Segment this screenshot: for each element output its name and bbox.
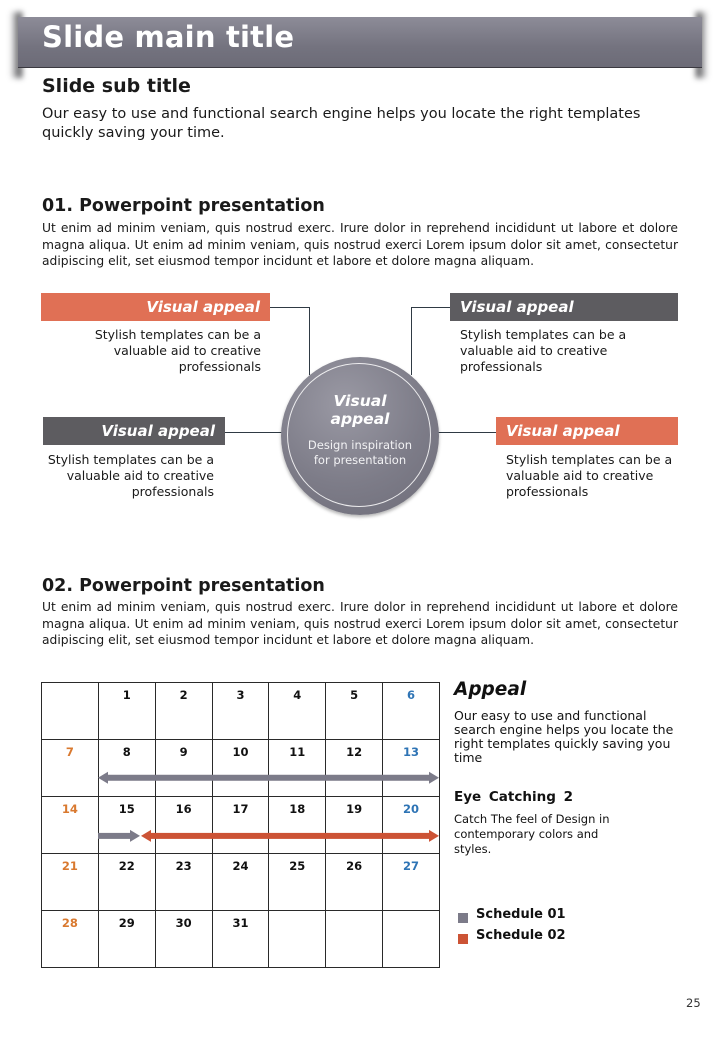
diagram-label-top-right: Visual appeal [450,293,678,321]
section1-body: Ut enim ad minim veniam, quis nostrud exerc. Irure dolor in reprehend incididunt ut labore et dolore magna aliqua. Ut enim ad minim veniam, quis nostrud exerci Lorem ipsum dolor sit amet, consectetur adipiscing elit, set eiusmod tempor incidunt et labore et dolore magna aliquam. [42,221,678,268]
calendar-day: 24 [212,854,269,911]
schedule-01-arrow [98,772,439,784]
side-body: Our easy to use and functional search engine helps you locate the right templates quickly saving you time [454,708,674,765]
legend-swatch-schedule-02 [458,934,468,944]
intro-text: Our easy to use and functional search engine helps you locate the right templates quickly saving your time. [42,106,641,141]
legend-label-schedule-02: Schedule 02 [476,928,566,943]
calendar-day: 6 [383,683,440,740]
diagram-text-bottom-right: Stylish templates can be a valuable aid to creative professionals [506,452,673,499]
calendar-day: 7 [42,740,99,797]
calendar-day: 20 [383,797,440,854]
legend-swatch-schedule-01 [458,913,468,923]
schedule-arrows [41,682,440,967]
calendar-day: 30 [155,911,212,968]
calendar-day: 2 [155,683,212,740]
connector-line [309,307,310,375]
center-subtitle-text: Design inspiration for presentation [307,438,413,467]
calendar-day: 21 [42,854,99,911]
calendar-day: 16 [155,797,212,854]
calendar-day: 29 [98,911,155,968]
calendar-day: 19 [326,797,383,854]
calendar-day: 18 [269,797,326,854]
page-title: Slide main title [42,20,295,54]
diagram-label-bottom-left: Visual appeal [43,417,225,445]
center-title-text: Visual appeal [330,392,390,428]
center-circle-ring [287,363,431,507]
calendar-day: 15 [98,797,155,854]
calendar-day: 17 [212,797,269,854]
center-circle-title [281,392,439,428]
side-title: Appeal [454,679,527,700]
diagram-text-bottom-left: Stylish templates can be a valuable aid to creative professionals [47,452,214,499]
diagram-label-bottom-right: Visual appeal [496,417,678,445]
connector-line [270,307,310,308]
calendar-day: 11 [269,740,326,797]
calendar-day: 13 [383,740,440,797]
diagram-text-top-right: Stylish templates can be a valuable aid to creative professionals [460,327,627,374]
calendar-day: 5 [326,683,383,740]
connector-line [225,432,283,433]
calendar-day: 4 [269,683,326,740]
calendar-day: 27 [383,854,440,911]
calendar-day: 26 [326,854,383,911]
side-subtitle: Eye Catching 2 [454,789,573,805]
calendar-day: 25 [269,854,326,911]
calendar-day: 9 [155,740,212,797]
page-subtitle: Slide sub title [42,75,191,97]
schedule-02-arrow [141,830,439,842]
connector-line [438,432,496,433]
schedule-01-short-arrow [98,830,140,842]
section2-body: Ut enim ad minim veniam, quis nostrud exerc. Irure dolor in reprehend incididunt ut labore et dolore magna aliqua. Ut enim ad minim veniam, quis nostrud exerci Lorem ipsum dolor sit amet, consectetur adipiscing elit, set eiusmod tempor incidunt et labore et dolore magna aliquam. [42,600,678,647]
calendar-day: 14 [42,797,99,854]
side-subbody: Catch The feel of Design in contemporary colors and styles. [454,812,610,856]
center-circle-subtitle [281,438,439,468]
page-number: 25 [686,996,701,1010]
calendar-day: 28 [42,911,99,968]
calendar-day: 10 [212,740,269,797]
calendar-day: 8 [98,740,155,797]
calendar [41,682,440,967]
diagram-label-top-left: Visual appeal [41,293,270,321]
connector-line [411,307,412,375]
diagram-text-top-left: Stylish templates can be a valuable aid to creative professionals [94,327,261,374]
calendar-day: 3 [212,683,269,740]
section1-title: 01. Powerpoint presentation [42,196,325,216]
calendar-day: 22 [98,854,155,911]
calendar-day: 1 [98,683,155,740]
legend-label-schedule-01: Schedule 01 [476,907,566,922]
connector-line [412,307,450,308]
calendar-day: 23 [155,854,212,911]
calendar-day: 31 [212,911,269,968]
calendar-day: 12 [326,740,383,797]
section2-title: 02. Powerpoint presentation [42,576,325,596]
